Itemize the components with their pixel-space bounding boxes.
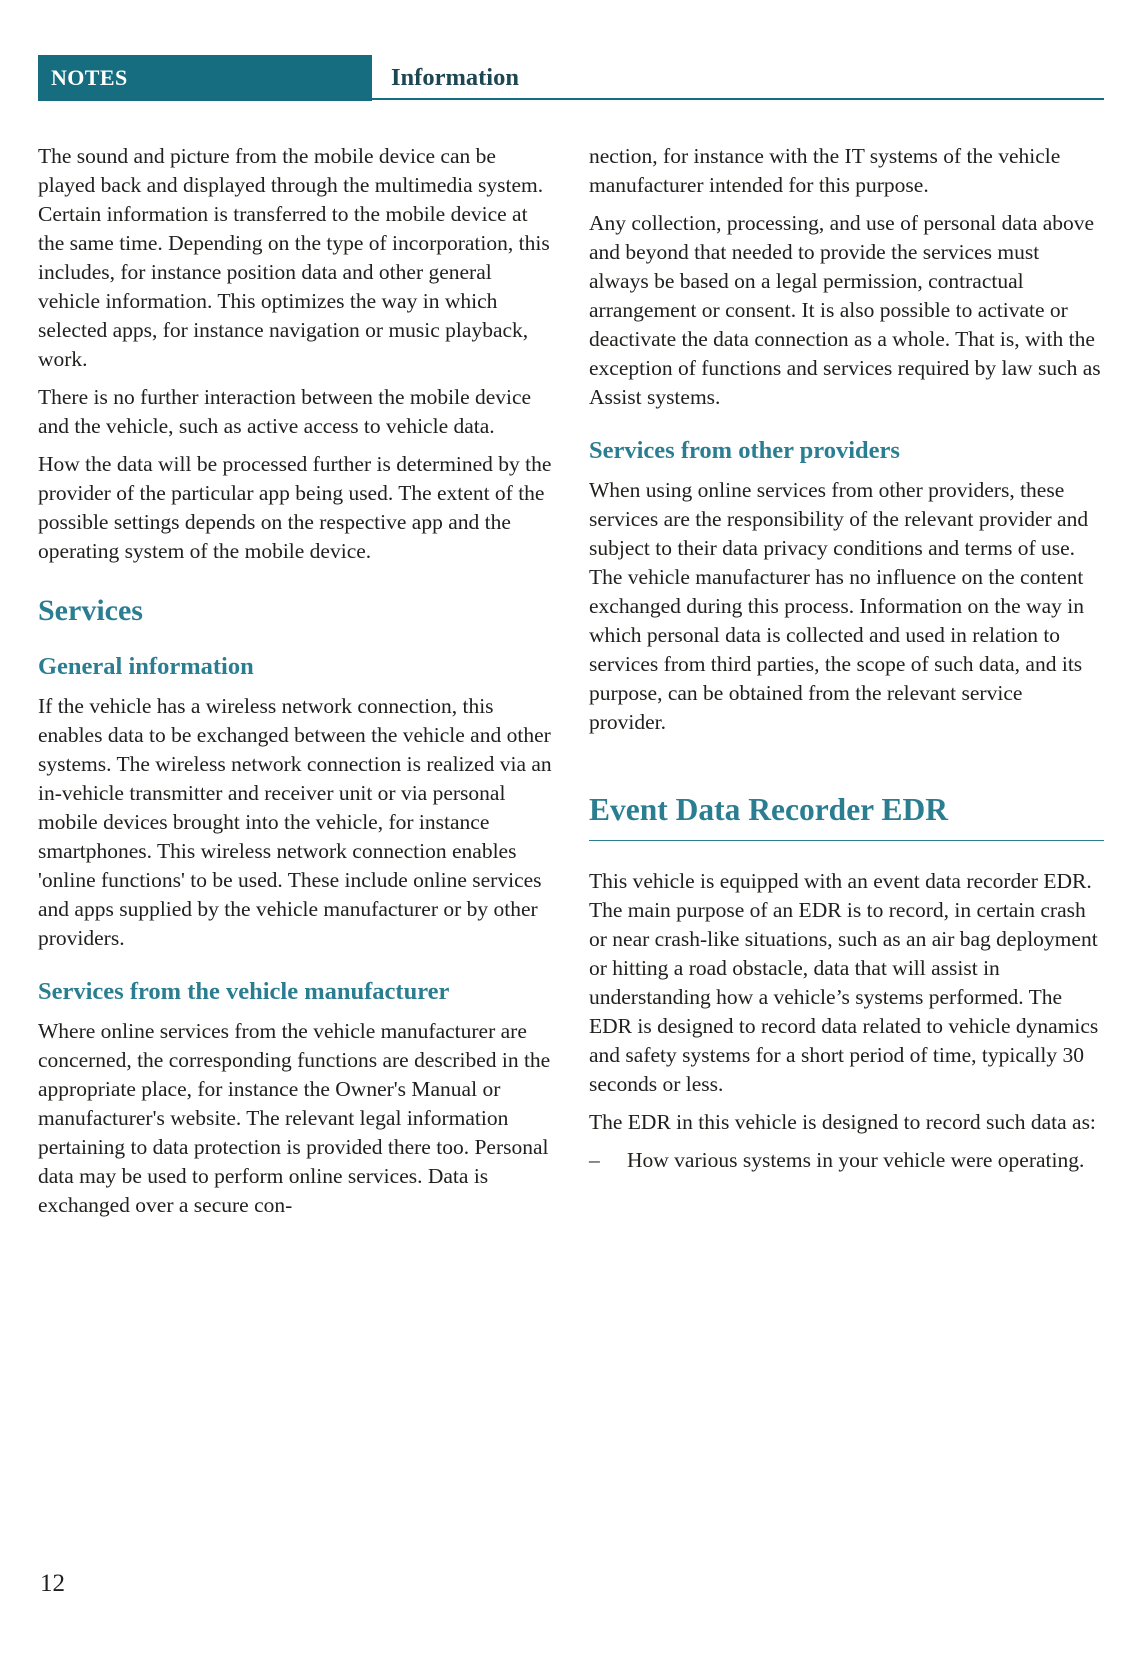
page-number: 12 — [40, 1570, 65, 1597]
paragraph-edr-record-intro: The EDR in this vehicle is designed to record such data as: — [589, 1110, 1096, 1134]
paragraph-no-interaction: There is no further interaction between the mobile device and the vehicle, such as active access to vehicle data. — [38, 385, 532, 438]
list-item — [589, 1146, 1104, 1175]
subsection-heading-services-vehicle-manufacturer: Services from the vehicle manufacturer — [38, 978, 450, 1005]
right-column — [589, 142, 1104, 1229]
subsection-heading-general-information: General information — [38, 653, 254, 680]
paragraph-vehicle-manufacturer-services: Where online services from the vehicle manufacturer are concerned, the corresponding functions are described in the appropriate place, for instance the Owner's Manual or manufacturer's website. The relevant legal information pertaining to data protection is provided there too. Personal data may be used to perform online services. Data is exchanged over a secure con- — [38, 1019, 551, 1217]
notes-banner — [38, 55, 372, 101]
list-item-text: How various systems in your vehicle were operating. — [627, 1148, 1085, 1172]
paragraph-mobile-playback: The sound and picture from the mobile device can be played back and displayed through the multimedia system. Certain information is transferred to the mobile device at the same time. Depending on the type of incorporation, this includes, for instance position data and other general vehicle information. This optimizes the way in which selected apps, for instance navigation or music playback, work. — [38, 144, 550, 371]
section-heading-services: Services — [38, 594, 143, 627]
paragraph-data-processing: How the data will be processed further is determined by the provider of the particular app being used. The extent of the possible settings depends on the respective app and the operating system of the mobile device. — [38, 452, 552, 563]
left-column — [38, 142, 553, 1229]
page-header — [38, 55, 1104, 100]
paragraph-continuation: nection, for instance with the IT systems of the vehicle manufacturer intended for this purpose. — [589, 144, 1061, 197]
list-item-dash: – — [589, 1148, 600, 1172]
subsection-heading-services-other-providers: Services from other providers — [589, 437, 900, 464]
notes-label: NOTES — [51, 64, 128, 90]
paragraph-general-information: If the vehicle has a wireless network connection, this enables data to be exchanged between the vehicle and other systems. The wireless network connection is realized via an in-vehicle transmitter and receiver unit or via personal mobile devices brought into the vehicle, for instance smartphones. This wireless network connection enables 'online functions' to be used. These include online services and apps supplied by the vehicle manufacturer or by other providers. — [38, 694, 552, 950]
two-column-layout — [38, 142, 1104, 1229]
paragraph-edr-description: This vehicle is equipped with an event data recorder EDR. The main purpose of an EDR is to record, in certain crash or near crash-like situations, such as an air bag deployment or hitting a road obstacle, data that will assist in understanding how a vehicle’s systems performed. The EDR is designed to record data related to vehicle dynamics and safety systems for a short period of time, typically 30 seconds or less. — [589, 869, 1099, 1096]
section-heading-event-data-recorder: Event Data Recorder EDR — [589, 791, 1104, 841]
paragraph-other-providers: When using online services from other providers, these services are the responsibility of the relevant provider and subject to their data privacy conditions and terms of use. The vehicle manufacturer has no influence on the content exchanged during this process. Information on the way in which personal data is collected and used in relation to services from third parties, the scope of such data, and its purpose, can be obtained from the relevant service provider. — [589, 478, 1089, 734]
paragraph-data-use: Any collection, processing, and use of personal data above and beyond that needed to provide the services must always be based on a legal permission, contractual arrangement or consent. It is also possible to activate or deactivate the data connection as a whole. That is, with the exception of functions and services required by law such as Assist systems. — [589, 211, 1101, 409]
page-title: Information — [391, 64, 519, 91]
